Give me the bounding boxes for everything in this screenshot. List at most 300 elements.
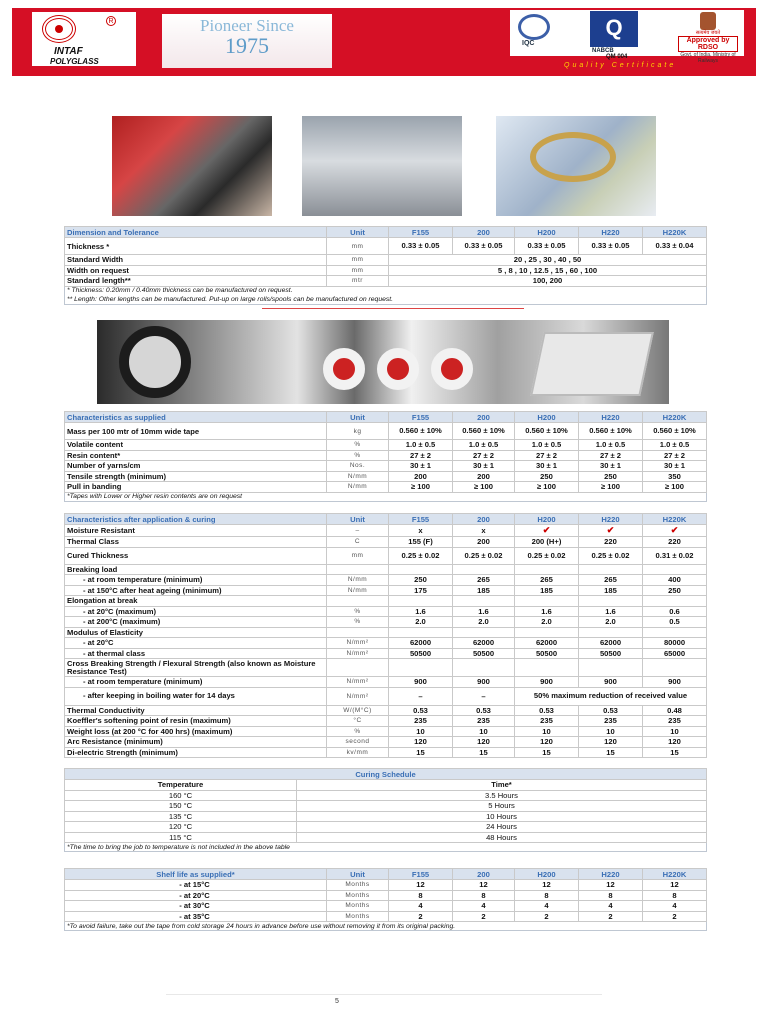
row-value — [643, 596, 707, 607]
column-header: H220K — [643, 514, 707, 525]
globe-icon — [518, 14, 550, 40]
row-label: Weight loss (at 200 °C for 400 hrs) (maximum) — [65, 726, 327, 737]
row-value: 0.560 ± 10% — [389, 423, 453, 440]
row-value — [643, 564, 707, 575]
row-value: 30 ± 1 — [515, 461, 579, 472]
row-unit: mtr — [327, 276, 389, 287]
rdso-logo — [678, 12, 738, 64]
curing-schedule-table — [64, 768, 707, 852]
row-value — [643, 627, 707, 638]
table-row — [65, 265, 707, 276]
logo-name: INTAF — [54, 46, 83, 57]
row-value — [389, 564, 453, 575]
row-unit: Months — [327, 880, 389, 891]
row-value: 120 °C — [65, 822, 297, 833]
row-value: 250 — [389, 575, 453, 586]
nabcb-label: NABCB — [592, 48, 614, 54]
page-number: 5 — [335, 998, 339, 1005]
row-value: 10 — [389, 726, 453, 737]
column-header: H220 — [579, 869, 643, 880]
row-value: 1.0 ± 0.5 — [643, 440, 707, 451]
table-row — [65, 547, 707, 564]
row-value: 2.0 — [579, 617, 643, 628]
table-row — [65, 822, 707, 833]
row-value: 120 — [579, 737, 643, 748]
row-label: - at 20°C — [65, 890, 327, 901]
row-value: 0.25 ± 0.02 — [579, 547, 643, 564]
row-label: Standard length** — [65, 276, 327, 287]
row-unit: N/mm — [327, 585, 389, 596]
row-value: 8 — [453, 890, 515, 901]
row-value: 27 ± 2 — [515, 450, 579, 461]
supplied-table — [64, 411, 707, 502]
row-value: 2 — [579, 911, 643, 922]
row-value: 900 — [389, 677, 453, 688]
row-label: - at 15°C — [65, 880, 327, 891]
row-unit: % — [327, 450, 389, 461]
column-header: F155 — [389, 514, 453, 525]
column-header: H220 — [579, 412, 643, 423]
row-value: 235 — [515, 716, 579, 727]
row-unit: N/mm — [327, 575, 389, 586]
row-value: 220 — [579, 537, 643, 548]
table-header-row — [65, 869, 707, 880]
column-header: Unit — [327, 869, 389, 880]
dimension-table — [64, 226, 707, 305]
column-header: F155 — [389, 227, 453, 238]
row-unit — [327, 596, 389, 607]
photo-tape-coil — [496, 116, 656, 216]
row-value: 4 — [515, 901, 579, 912]
row-label: Standard Width — [65, 255, 327, 266]
row-value: 2.0 — [389, 617, 453, 628]
row-value: 0.33 ± 0.05 — [579, 238, 643, 255]
table-header-row — [65, 769, 707, 780]
row-value: 1.6 — [579, 606, 643, 617]
row-value: 12 — [643, 880, 707, 891]
row-unit: C — [327, 537, 389, 548]
row-value: 115 °C — [65, 832, 297, 843]
row-unit — [327, 659, 389, 677]
row-value: 120 — [389, 737, 453, 748]
row-value: ✔ — [579, 525, 643, 537]
company-logo — [32, 12, 136, 66]
row-value: 0.25 ± 0.02 — [515, 547, 579, 564]
row-label: - at 150°C after heat ageing (minimum) — [65, 585, 327, 596]
row-value: 265 — [515, 575, 579, 586]
column-header: 200 — [453, 869, 515, 880]
rdso-label: Approved by RDSO — [678, 36, 738, 52]
column-header: H200 — [515, 412, 579, 423]
table-row — [65, 627, 707, 638]
row-value: 250 — [515, 471, 579, 482]
row-unit: mm — [327, 265, 389, 276]
spool-shape — [119, 326, 191, 398]
row-value: 1.6 — [453, 606, 515, 617]
table-title: Characteristics after application & curing — [65, 514, 327, 525]
row-value: 220 — [643, 537, 707, 548]
row-value: 0.33 ± 0.05 — [389, 238, 453, 255]
row-value: 0.53 — [389, 705, 453, 716]
row-value: 1.0 ± 0.5 — [389, 440, 453, 451]
row-value: 27 ± 2 — [389, 450, 453, 461]
row-unit: % — [327, 726, 389, 737]
table-row — [65, 482, 707, 493]
column-header: Time* — [297, 780, 707, 791]
row-unit: % — [327, 440, 389, 451]
row-value: 1.6 — [515, 606, 579, 617]
row-label: Di-electric Strength (minimum) — [65, 747, 327, 758]
table-row — [65, 585, 707, 596]
row-label: Width on request — [65, 265, 327, 276]
table-row — [65, 617, 707, 628]
column-header: H220K — [643, 227, 707, 238]
table-row — [65, 575, 707, 586]
table-note-row — [65, 843, 707, 852]
row-value: ✔ — [643, 525, 707, 537]
row-value: – — [389, 687, 453, 705]
row-value: 50500 — [453, 648, 515, 659]
row-value: 10 — [515, 726, 579, 737]
row-label: Number of yarns/cm — [65, 461, 327, 472]
row-value: 135 °C — [65, 811, 297, 822]
row-label: Cured Thickness — [65, 547, 327, 564]
row-value: ≥ 100 — [515, 482, 579, 493]
table-row — [65, 677, 707, 688]
column-header: H220 — [579, 514, 643, 525]
qm-number: QM 004 — [606, 54, 628, 60]
photo-tape-cutting — [112, 116, 272, 216]
row-value: 15 — [389, 747, 453, 758]
row-value: 8 — [515, 890, 579, 901]
row-value: 120 — [643, 737, 707, 748]
row-unit: N/mm² — [327, 648, 389, 659]
table-row — [65, 716, 707, 727]
row-value: 0.33 ± 0.04 — [643, 238, 707, 255]
row-value: 200 (H+) — [515, 537, 579, 548]
row-unit — [327, 627, 389, 638]
row-value — [453, 659, 515, 677]
curing-characteristics-table — [64, 513, 707, 758]
table-row — [65, 606, 707, 617]
row-unit: second — [327, 737, 389, 748]
table-row — [65, 901, 707, 912]
row-value: 155 (F) — [389, 537, 453, 548]
row-value: 235 — [643, 716, 707, 727]
row-value — [643, 659, 707, 677]
row-value: 27 ± 2 — [643, 450, 707, 461]
quality-certificate: Quality Certificate — [564, 62, 677, 69]
column-header: F155 — [389, 412, 453, 423]
table-note: *The time to bring the job to temperature is not included in the above table — [67, 843, 290, 851]
row-value: 0.31 ± 0.02 — [643, 547, 707, 564]
row-label: - at 20°C — [65, 638, 327, 649]
row-label: Tensile strength (minimum) — [65, 471, 327, 482]
row-value: 12 — [515, 880, 579, 891]
row-value — [579, 627, 643, 638]
row-value: 900 — [579, 677, 643, 688]
column-header: H200 — [515, 869, 579, 880]
row-unit: N/mm² — [327, 638, 389, 649]
table-note: ** Length: Other lengths can be manufactured. Put-up on large rolls/spools can be manufactured on request. — [67, 295, 394, 303]
row-label: - at 200°C (maximum) — [65, 617, 327, 628]
column-header: H220 — [579, 227, 643, 238]
row-value: 8 — [389, 890, 453, 901]
row-value: 250 — [579, 471, 643, 482]
row-value: x — [389, 525, 453, 537]
row-value: 62000 — [515, 638, 579, 649]
column-header: F155 — [389, 869, 453, 880]
row-value: 0.33 ± 0.05 — [515, 238, 579, 255]
table-header-row — [65, 780, 707, 791]
row-value: 12 — [389, 880, 453, 891]
column-header: H220K — [643, 412, 707, 423]
row-unit: Months — [327, 911, 389, 922]
row-unit: °C — [327, 716, 389, 727]
tagline-year: 1975 — [225, 33, 269, 58]
shelf-life-table — [64, 868, 707, 931]
column-header: Unit — [327, 412, 389, 423]
logo-ring-icon — [42, 15, 76, 43]
row-value: 2 — [389, 911, 453, 922]
row-value: – — [453, 687, 515, 705]
row-value: 1.0 ± 0.5 — [579, 440, 643, 451]
package-box-shape — [530, 332, 654, 396]
row-value: 50% maximum reduction of received value — [515, 687, 707, 705]
row-value — [389, 659, 453, 677]
row-value: 0.560 ± 10% — [643, 423, 707, 440]
row-value — [389, 627, 453, 638]
table-row — [65, 255, 707, 266]
column-header: 200 — [453, 227, 515, 238]
row-value: 62000 — [579, 638, 643, 649]
coil-shape — [530, 132, 616, 182]
logo-subname: POLYGLASS — [50, 57, 99, 66]
row-value: 200 — [389, 471, 453, 482]
row-value: 250 — [643, 585, 707, 596]
row-value: 0.53 — [453, 705, 515, 716]
row-value — [579, 659, 643, 677]
row-value: 2 — [453, 911, 515, 922]
row-value — [453, 596, 515, 607]
row-value — [579, 564, 643, 575]
table-row — [65, 596, 707, 607]
row-value: ≥ 100 — [643, 482, 707, 493]
table-row — [65, 564, 707, 575]
table-row — [65, 638, 707, 649]
row-value: 4 — [643, 901, 707, 912]
row-label: Pull in banding — [65, 482, 327, 493]
row-value: 5 Hours — [297, 801, 707, 812]
row-unit: kg — [327, 423, 389, 440]
emblem-icon — [700, 12, 716, 30]
row-unit: % — [327, 617, 389, 628]
row-value — [579, 596, 643, 607]
row-value — [515, 596, 579, 607]
row-value: 30 ± 1 — [389, 461, 453, 472]
row-value: 160 °C — [65, 790, 297, 801]
iqc-logo — [514, 12, 558, 54]
row-label: Thickness * — [65, 238, 327, 255]
row-label: Cross Breaking Strength / Flexural Strength (also known as Moisture Resistance Test) — [65, 659, 327, 677]
table-header-row — [65, 227, 707, 238]
divider-line — [262, 308, 524, 309]
table-row — [65, 687, 707, 705]
table-row — [65, 471, 707, 482]
column-header: Unit — [327, 514, 389, 525]
row-value: 100, 200 — [389, 276, 707, 287]
row-label: Resin content* — [65, 450, 327, 461]
row-value: 10 — [643, 726, 707, 737]
row-value: 5 , 8 , 10 , 12.5 , 15 , 60 , 100 — [389, 265, 707, 276]
row-value: 0.53 — [579, 705, 643, 716]
row-label: Breaking load — [65, 564, 327, 575]
row-unit: mm — [327, 547, 389, 564]
table-row — [65, 790, 707, 801]
row-label: Mass per 100 mtr of 10mm wide tape — [65, 423, 327, 440]
row-value — [389, 596, 453, 607]
row-value: 265 — [579, 575, 643, 586]
row-value: ✔ — [515, 525, 579, 537]
row-value: 0.560 ± 10% — [453, 423, 515, 440]
row-label: Koeffler's softening point of resin (maximum) — [65, 716, 327, 727]
table-row — [65, 737, 707, 748]
tagline-text: Pioneer Since — [200, 16, 294, 35]
row-value: 0.560 ± 10% — [515, 423, 579, 440]
row-unit: N/mm² — [327, 677, 389, 688]
row-unit: Months — [327, 890, 389, 901]
table-row — [65, 659, 707, 677]
column-header: H200 — [515, 227, 579, 238]
row-value: 0.48 — [643, 705, 707, 716]
table-row — [65, 801, 707, 812]
row-value — [453, 564, 515, 575]
row-label: Thermal Conductivity — [65, 705, 327, 716]
table-header-row — [65, 412, 707, 423]
table-title: Characteristics as supplied — [65, 412, 327, 423]
row-label: - at thermal class — [65, 648, 327, 659]
row-value: 4 — [389, 901, 453, 912]
table-note: *Tapes with Lower or Higher resin contents are on request — [67, 493, 243, 500]
table-note-row — [65, 286, 707, 295]
row-value: 20 , 25 , 30 , 40 , 50 — [389, 255, 707, 266]
row-unit — [327, 564, 389, 575]
row-label: - at 30°C — [65, 901, 327, 912]
row-value: 30 ± 1 — [453, 461, 515, 472]
row-value: 900 — [515, 677, 579, 688]
iqc-label: IQC — [522, 40, 535, 47]
row-value: 27 ± 2 — [453, 450, 515, 461]
table-row — [65, 440, 707, 451]
row-value: ≥ 100 — [453, 482, 515, 493]
row-value: 62000 — [389, 638, 453, 649]
row-value: 15 — [453, 747, 515, 758]
row-value: 0.33 ± 0.05 — [453, 238, 515, 255]
row-label: Modulus of Elasticity — [65, 627, 327, 638]
row-value: 8 — [643, 890, 707, 901]
row-value: 8 — [579, 890, 643, 901]
tape-roll-shape — [431, 348, 473, 390]
table-row — [65, 450, 707, 461]
row-label: - at 20°C (maximum) — [65, 606, 327, 617]
table-title: Shelf life as supplied* — [65, 869, 327, 880]
row-value: 15 — [515, 747, 579, 758]
row-value: 185 — [453, 585, 515, 596]
row-value: 200 — [453, 537, 515, 548]
table-title: Curing Schedule — [65, 769, 707, 780]
row-unit: mm — [327, 255, 389, 266]
row-value: 0.53 — [515, 705, 579, 716]
row-value: 4 — [579, 901, 643, 912]
table-row — [65, 911, 707, 922]
row-value: 62000 — [453, 638, 515, 649]
row-unit: W/(M°C) — [327, 705, 389, 716]
row-value: 30 ± 1 — [643, 461, 707, 472]
row-value: 185 — [579, 585, 643, 596]
row-value: 175 — [389, 585, 453, 596]
column-header: H220K — [643, 869, 707, 880]
row-value: 0.5 — [643, 617, 707, 628]
row-unit: mm — [327, 238, 389, 255]
table-note: *To avoid failure, take out the tape from cold storage 24 hours in advance before use without removing it from its original packing. — [67, 922, 456, 930]
table-row — [65, 537, 707, 548]
row-value — [453, 627, 515, 638]
column-header: H200 — [515, 514, 579, 525]
page-header — [12, 8, 756, 76]
table-row — [65, 276, 707, 287]
row-value: 65000 — [643, 648, 707, 659]
row-value: 2 — [515, 911, 579, 922]
table-note: * Thickness: 0.20mm / 0.40mm thickness can be manufactured on request. — [67, 287, 293, 295]
table-row — [65, 648, 707, 659]
row-value: 2.0 — [515, 617, 579, 628]
row-value: 1.0 ± 0.5 — [515, 440, 579, 451]
table-row — [65, 525, 707, 537]
row-value: 30 ± 1 — [579, 461, 643, 472]
table-note-row — [65, 922, 707, 931]
row-value: 1.0 ± 0.5 — [453, 440, 515, 451]
row-value: 50500 — [389, 648, 453, 659]
row-value: 0.560 ± 10% — [579, 423, 643, 440]
row-unit: – — [327, 525, 389, 537]
row-value — [515, 659, 579, 677]
table-row — [65, 705, 707, 716]
row-unit: kv/mm — [327, 747, 389, 758]
table-header-row — [65, 514, 707, 525]
row-value: 4 — [453, 901, 515, 912]
table-row — [65, 238, 707, 255]
row-value: 185 — [515, 585, 579, 596]
column-header: 200 — [453, 412, 515, 423]
row-value: 50500 — [515, 648, 579, 659]
row-value: 900 — [643, 677, 707, 688]
row-label: Moisture Resistant — [65, 525, 327, 537]
table-row — [65, 461, 707, 472]
row-value: 0.25 ± 0.02 — [389, 547, 453, 564]
row-value: 3.5 Hours — [297, 790, 707, 801]
row-label: - at room temperature (minimum) — [65, 575, 327, 586]
row-value: 0.25 ± 0.02 — [453, 547, 515, 564]
row-unit: N/mm — [327, 471, 389, 482]
row-value: 10 Hours — [297, 811, 707, 822]
row-value: 0.6 — [643, 606, 707, 617]
row-value: 265 — [453, 575, 515, 586]
row-value: ≥ 100 — [579, 482, 643, 493]
footer-line — [166, 994, 602, 995]
row-value: 235 — [453, 716, 515, 727]
row-value: 15 — [643, 747, 707, 758]
row-value: 120 — [515, 737, 579, 748]
